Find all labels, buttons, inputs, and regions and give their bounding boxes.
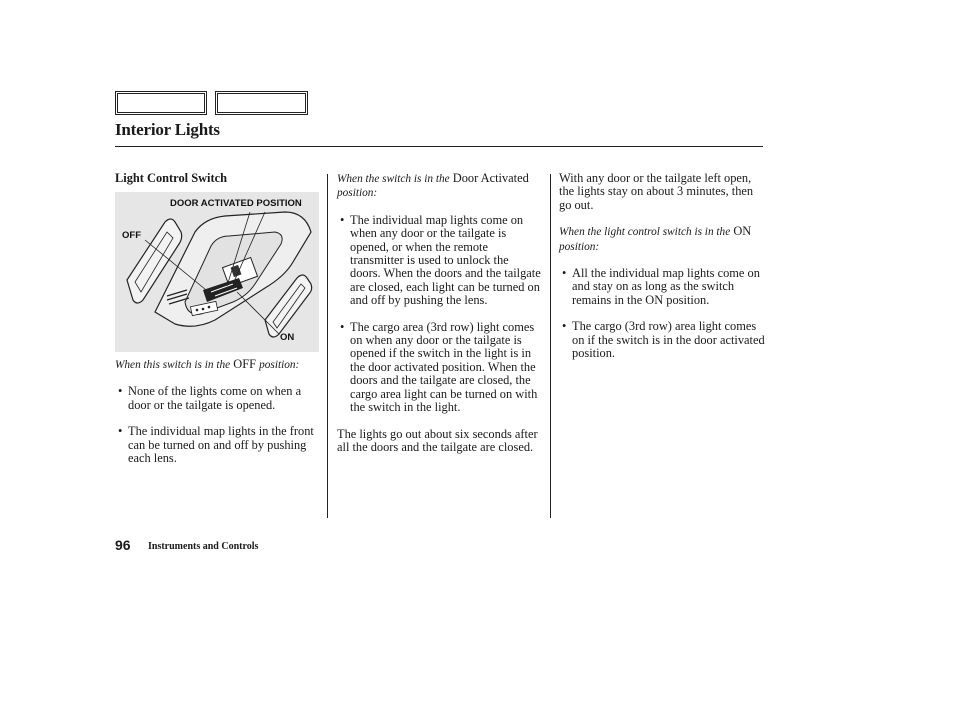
- list-item: • The cargo (3rd row) area light comes on if the switch is in the door activated position.: [562, 319, 765, 361]
- list-item: • The individual map lights come on when any door or the tailgate is opened, or when the remote transmitter is used to unlock the doors. When the doors and the tailgate are closed, each light can be turned on and off by pushing the lens.: [340, 212, 541, 308]
- closing-paragraph: The lights go out about six seconds after all the doors and the tailgate are closed.: [337, 426, 538, 454]
- intro-paragraph: With any door or the tailgate left open, the lights stay on about 3 minutes, then go out.: [559, 171, 754, 212]
- figure-label-door-activated: DOOR ACTIVATED POSITION: [170, 198, 302, 209]
- header-tab-box-2: [215, 91, 308, 115]
- door-activated-caption: When the switch is in the Door Activated position:: [337, 171, 529, 200]
- list-item: • The cargo area (3rd row) light comes on when any door or the tailgate is opened if the switch in the light is in the door activated position. When the doors and the tailgate are closed, the cargo area light can be turned on with the switch in the light.: [340, 319, 538, 415]
- page-number: 96: [115, 537, 131, 553]
- list-item: • The individual map lights in the front can be turned on and off by pushing each lens.: [118, 424, 314, 466]
- column-1-body: [115, 358, 323, 465]
- page-title: Interior Lights: [115, 120, 220, 139]
- on-position-caption: When the light control switch is in the ON position:: [559, 224, 752, 253]
- light-switch-illustration: [115, 192, 319, 352]
- off-position-caption: When this switch is in the OFF position:: [115, 357, 300, 371]
- column-2: [337, 172, 542, 454]
- figure-label-on: ON: [280, 332, 295, 343]
- column-1: [115, 172, 320, 185]
- title-rule: [115, 146, 763, 147]
- column-3: [559, 172, 765, 360]
- list-item: • None of the lights come on when a door or the tailgate is opened.: [118, 384, 302, 412]
- column-divider-2: [550, 174, 551, 518]
- figure-label-off: OFF: [122, 230, 141, 241]
- section-heading: Light Control Switch: [115, 171, 227, 185]
- header-tab-box-1: [115, 91, 207, 115]
- list-item: • All the individual map lights come on and stay on as long as the switch remains in the ON position.: [562, 266, 760, 307]
- overhead-console-drawing: [115, 192, 319, 352]
- section-name: Instruments and Controls: [148, 541, 259, 552]
- column-divider-1: [327, 174, 328, 518]
